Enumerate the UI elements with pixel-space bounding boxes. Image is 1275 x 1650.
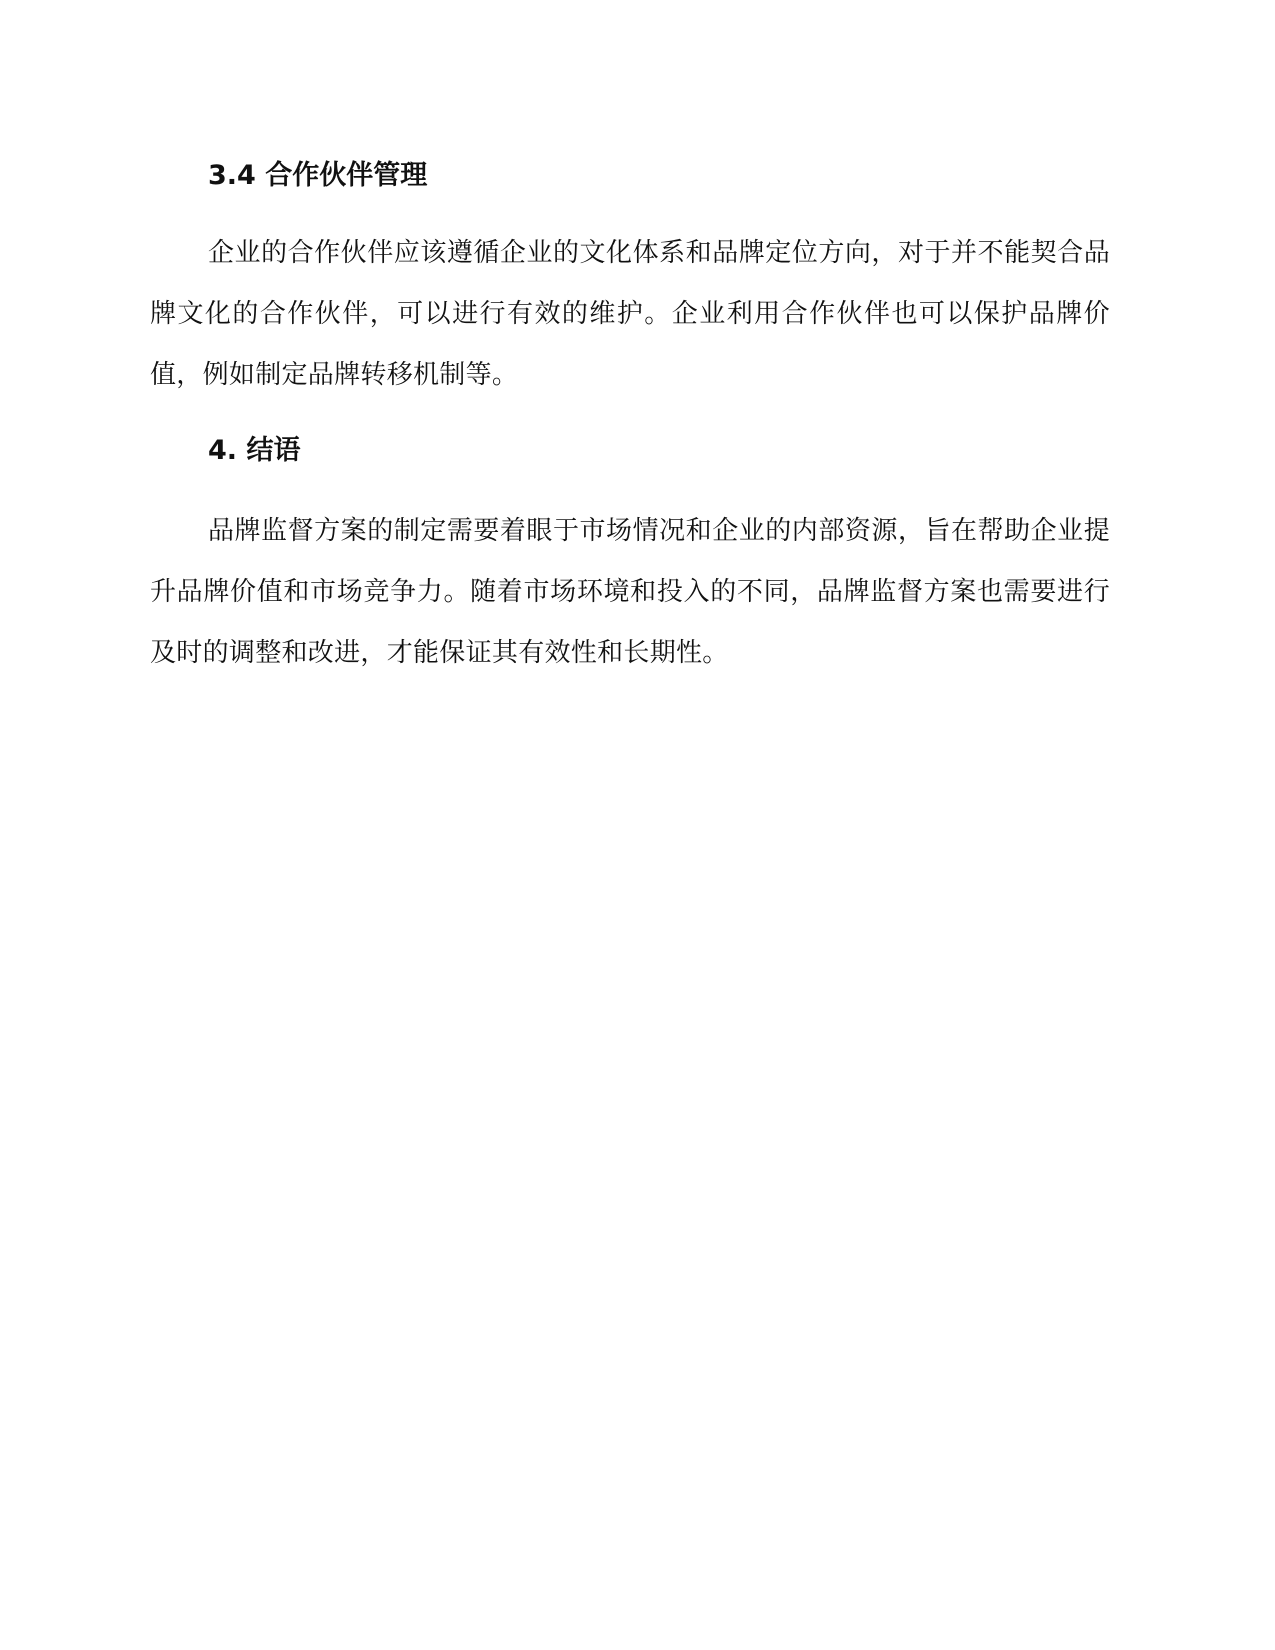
section-paragraph-conclusion: 品牌监督方案的制定需要着眼于市场情况和企业的内部资源，旨在帮助企业提升品牌价值和市场竞争力。随着市场环境和投入的不同，品牌监督方案也需要进行及时的调整和改进，才能保证其有效性和长期性。 (150, 516, 1110, 668)
section-heading-partner-management: 3.4 合作伙伴管理 (208, 160, 428, 191)
section-paragraph-partner-management: 企业的合作伙伴应该遵循企业的文化体系和品牌定位方向，对于并不能契合品牌文化的合作伙伴，可以进行有效的维护。企业利用合作伙伴也可以保护品牌价值，例如制定品牌转移机制等。 (150, 238, 1110, 390)
section-heading-conclusion: 4. 结语 (208, 435, 301, 466)
